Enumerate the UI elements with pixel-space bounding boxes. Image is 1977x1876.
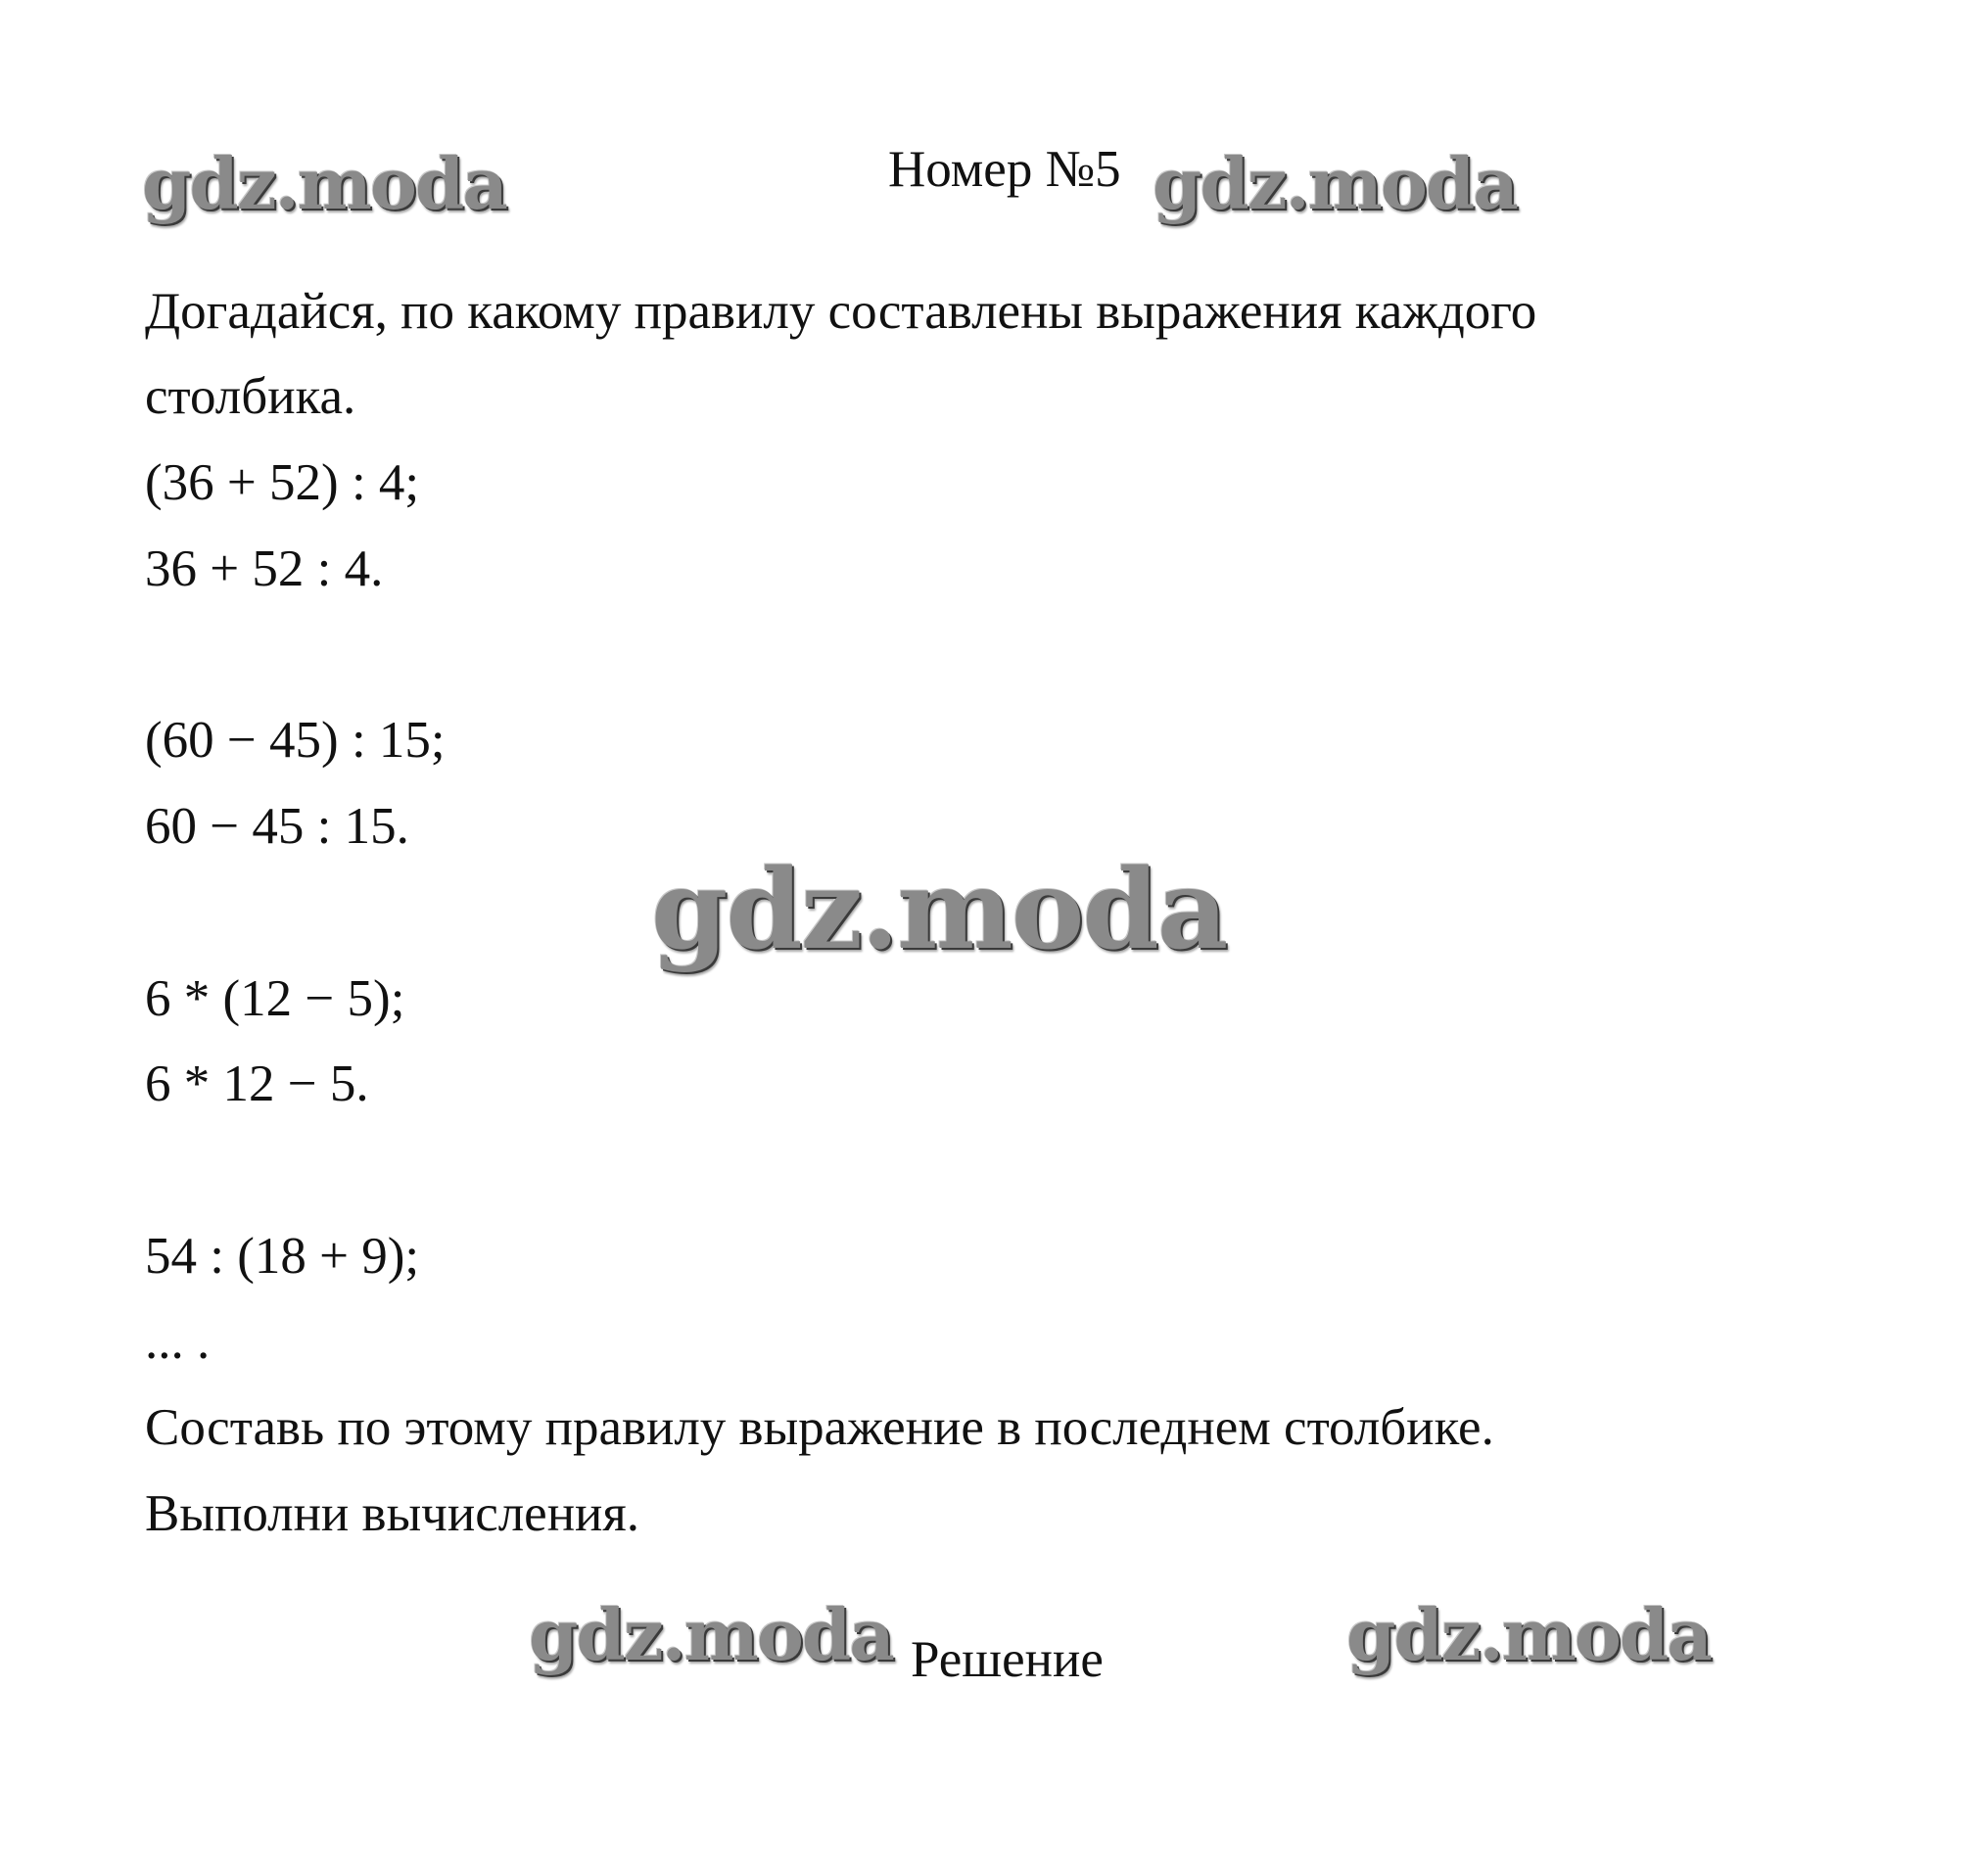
expression: 6 * 12 − 5.: [145, 1055, 369, 1112]
page-title: Номер №5: [888, 141, 1121, 198]
solution-label: Решение: [911, 1631, 1104, 1688]
expression: 54 : (18 + 9);: [145, 1228, 420, 1285]
watermark-logo: gdz.moda: [529, 1593, 893, 1676]
watermark-logo: gdz.moda: [1346, 1593, 1711, 1676]
watermark-logo: gdz.moda: [1153, 142, 1517, 225]
expression: 60 − 45 : 15.: [145, 798, 409, 855]
task-text-line: Догадайся, по какому правилу составлены выражения каждого: [145, 283, 1537, 340]
expression: (60 − 45) : 15;: [145, 712, 446, 769]
expression: 6 * (12 − 5);: [145, 970, 405, 1027]
task-text-line: столбика.: [145, 368, 356, 425]
expression: (36 + 52) : 4;: [145, 454, 420, 511]
watermark-logo: gdz.moda: [142, 142, 506, 225]
task-text-line: Составь по этому правилу выражение в последнем столбике.: [145, 1399, 1494, 1456]
expression: 36 + 52 : 4.: [145, 540, 384, 597]
expression: ... .: [145, 1313, 211, 1370]
task-text-line: Выполни вычисления.: [145, 1485, 640, 1542]
watermark-logo: gdz.moda: [651, 846, 1227, 974]
